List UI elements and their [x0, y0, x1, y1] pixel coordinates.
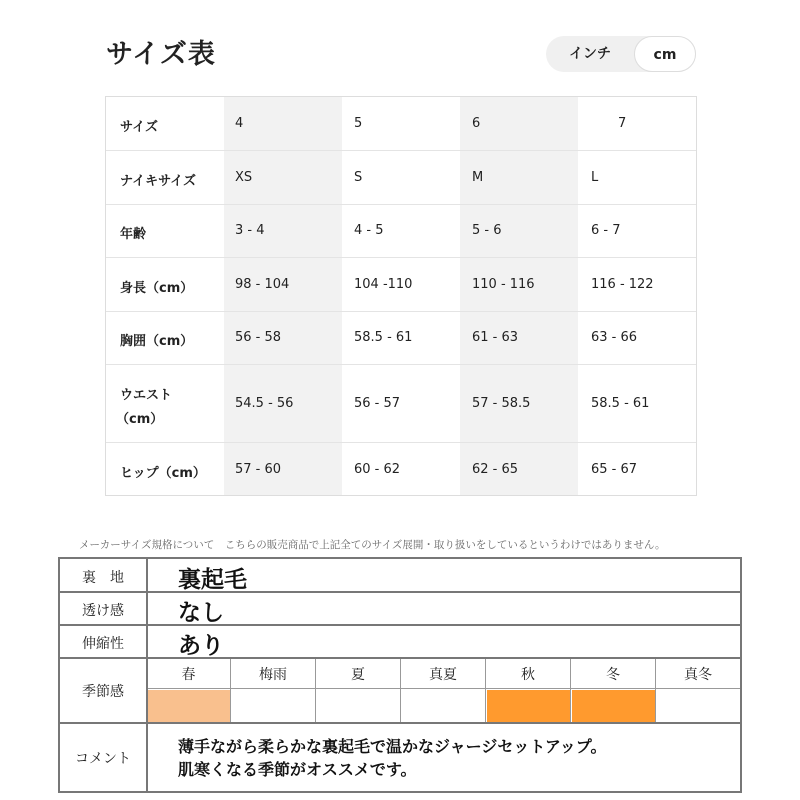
unit-toggle [546, 36, 696, 72]
table-cell: 110 - 116 [472, 277, 535, 292]
season-summer: 夏 [351, 667, 365, 683]
row-label-waist-unit: （cm） [116, 412, 164, 427]
season-swatch-winter [572, 690, 655, 722]
row-label-height: 身長（cm） [120, 281, 194, 296]
table-cell: 98 - 104 [235, 277, 290, 292]
season-midsummer: 真夏 [429, 667, 457, 683]
table-cell: 61 - 63 [472, 330, 519, 345]
table-cell: 56 - 57 [354, 396, 401, 411]
table-cell: 60 - 62 [354, 462, 401, 477]
row-divider [106, 150, 696, 151]
table-cell: 54.5 - 56 [235, 396, 294, 411]
table-cell: 5 - 6 [472, 223, 502, 238]
comment-label: コメント [75, 751, 131, 767]
size-table [105, 96, 697, 496]
comment-line: 肌寒くなる季節がオススメです。 [178, 760, 417, 779]
table-cell: S [354, 170, 363, 185]
row-divider [106, 364, 696, 365]
spec-divider [60, 624, 740, 626]
season-winter: 冬 [606, 667, 620, 683]
row-divider [106, 204, 696, 205]
season-swatch-midsummer [402, 690, 485, 722]
table-cell: 58.5 - 61 [354, 330, 413, 345]
lining-label: 裏 地 [82, 570, 124, 586]
row-label-waist: ウエスト [120, 388, 173, 403]
table-cell: 57 - 60 [235, 462, 282, 477]
spec-table [58, 557, 742, 793]
season-midwinter: 真冬 [684, 667, 712, 683]
row-label-chest: 胸囲（cm） [120, 334, 194, 349]
season-rainy: 梅雨 [259, 667, 287, 683]
comment-text [178, 735, 606, 781]
spec-divider [60, 722, 740, 724]
table-cell: 63 - 66 [591, 330, 638, 345]
row-label-age: 年齢 [120, 227, 147, 242]
sheer-value: なし [178, 600, 224, 626]
stretch-label: 伸縮性 [82, 636, 124, 652]
table-cell: 6 [472, 116, 481, 131]
unit-inch-button[interactable]: インチ [569, 46, 611, 62]
stretch-value: あり [178, 633, 224, 659]
season-swatch-summer [317, 690, 400, 722]
table-cell: 4 [235, 116, 244, 131]
season-autumn: 秋 [521, 667, 535, 683]
row-label-nike-size: ナイキサイズ [120, 174, 197, 189]
spec-divider [60, 591, 740, 593]
table-cell: 58.5 - 61 [591, 396, 650, 411]
page-title: サイズ表 [106, 39, 216, 70]
table-cell: 56 - 58 [235, 330, 282, 345]
season-swatch-rainy [232, 690, 315, 722]
table-cell: 65 - 67 [591, 462, 638, 477]
column-shade [224, 97, 342, 495]
row-divider [106, 311, 696, 312]
table-cell: 62 - 65 [472, 462, 519, 477]
size-note: メーカーサイズ規格について こちらの販売商品で上記全てのサイズ展開・取り扱いをしているというわけではありません。 [79, 539, 666, 551]
spec-divider [146, 688, 740, 689]
table-cell: 6 - 7 [591, 223, 621, 238]
comment-line: 薄手ながら柔らかな裏起毛で温かなジャージセットアップ。 [178, 737, 607, 756]
table-cell: L [591, 170, 599, 185]
season-label: 季節感 [82, 684, 124, 700]
season-spring: 春 [181, 667, 196, 683]
row-label-hip: ヒップ（cm） [120, 466, 206, 481]
season-swatch-autumn [487, 690, 570, 722]
table-cell: 5 [354, 116, 363, 131]
sheer-label: 透け感 [82, 603, 124, 619]
row-divider [106, 442, 696, 443]
table-cell: M [472, 170, 484, 185]
table-cell: 57 - 58.5 [472, 396, 531, 411]
table-cell: 7 [618, 116, 627, 131]
row-divider [106, 257, 696, 258]
row-label-size: サイズ [120, 120, 158, 135]
season-swatch-spring [148, 690, 230, 722]
table-cell: 4 - 5 [354, 223, 384, 238]
lining-value: 裏起毛 [178, 567, 247, 593]
unit-cm-button[interactable]: cm [634, 36, 696, 72]
table-cell: XS [235, 170, 253, 185]
column-shade [460, 97, 578, 495]
table-cell: 116 - 122 [591, 277, 654, 292]
table-cell: 104 -110 [354, 277, 413, 292]
season-swatch-midwinter [657, 690, 740, 722]
table-cell: 3 - 4 [235, 223, 265, 238]
